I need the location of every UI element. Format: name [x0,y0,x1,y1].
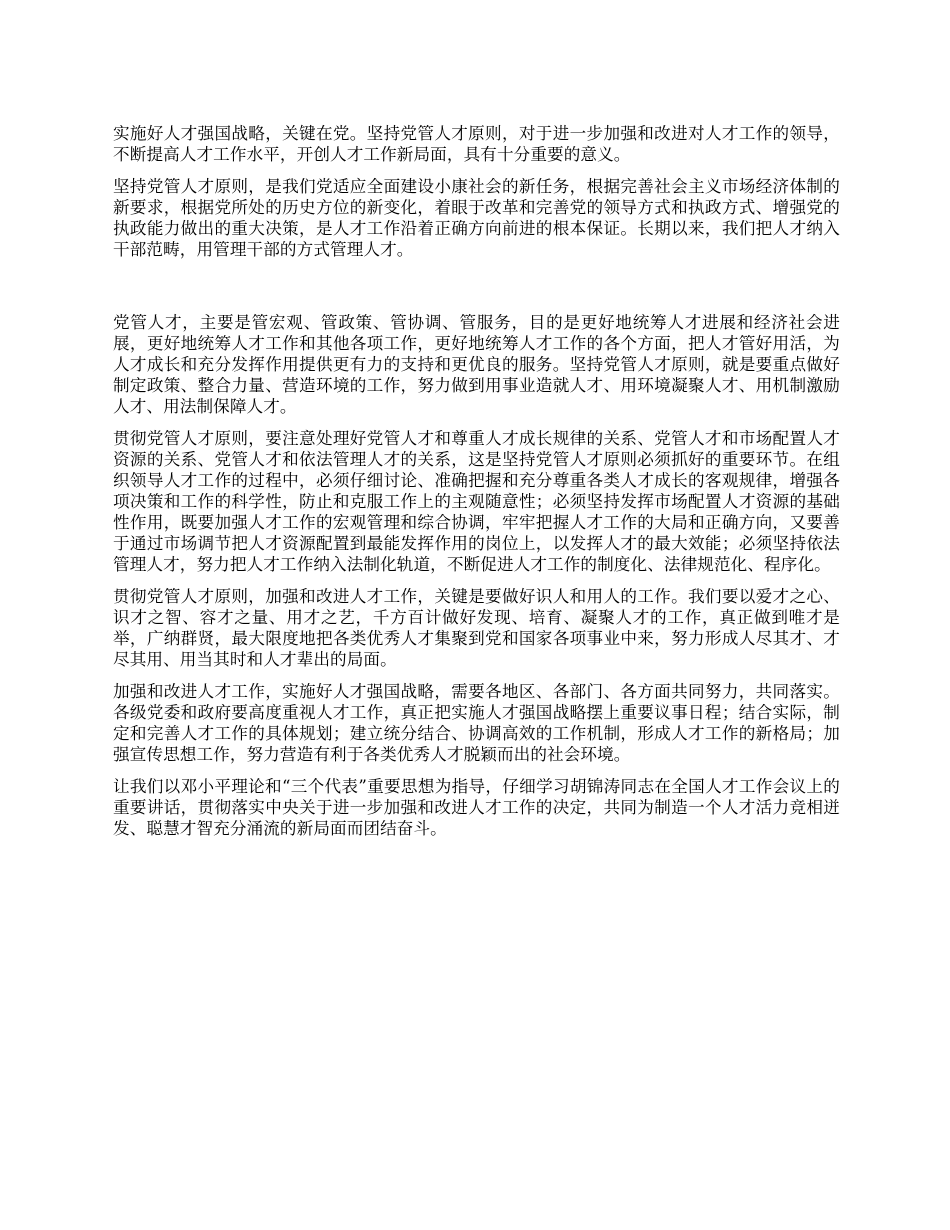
paragraph-conclusion: 让我们以邓小平理论和“三个代表”重要思想为指导，仔细学习胡锦涛同志在全国人才工作会议上的重要讲话，贯彻落实中央关于进一步加强和改进人才工作的决定，共同为制造一个人才活力竞相迸发、聪慧才智充分涌流的新局面而团结奋斗。 [113,777,840,838]
paragraph-talent-use: 贯彻党管人才原则，加强和改进人才工作，关键是要做好识人和用人的工作。我们要以爱才之心、识才之智、容才之量、用才之艺，千方百计做好发现、培育、凝聚人才的工作，真正做到唯才是举，广纳群贤，最大限度地把各类优秀人才集聚到党和国家各项事业中来，努力形成人尽其才、才尽其用、用当其时和人才辈出的局面。 [113,587,840,669]
paragraph-intro: 实施好人才强国战略，关键在党。坚持党管人才原则，对于进一步加强和改进对人才工作的领导，不断提高人才工作水平，开创人才工作新局面，具有十分重要的意义。 [113,124,840,164]
paragraph-relationships: 贯彻党管人才原则，要注意处理好党管人才和尊重人才成长规律的关系、党管人才和市场配置人才资源的关系、党管人才和依法管理人才的关系，这是坚持党管人才原则必须抓好的重要环节。在组织领导人才工作的过程中，必须仔细讨论、准确把握和充分尊重各类人才成长的客观规律，增强各项决策和工作的科学性，防止和克服工作上的主观随意性；必须坚持发挥市场配置人才资源的基础性作用，既要加强人才工作的宏观管理和综合协调，牢牢把握人才工作的大局和正确方向，又要善于通过市场调节把人才资源配置到最能发挥作用的岗位上，以发挥人才的最大效能；必须坚持依法管理人才，努力把人才工作纳入法制化轨道，不断促进人才工作的制度化、法律规范化、程序化。 [113,429,840,574]
paragraph-principle: 坚持党管人才原则，是我们党适应全面建设小康社会的新任务，根据完善社会主义市场经济体制的新要求，根据党所处的历史方位的新变化，着眼于改革和完善党的领导方式和执政方式、增强党的执政能力做出的重大决策，是人才工作沿着正确方向前进的根本保证。长期以来，我们把人才纳入干部范畴，用管理干部的方式管理人才。 [113,177,840,259]
paragraph-implementation: 加强和改进人才工作，实施好人才强国战略，需要各地区、各部门、各方面共同努力，共同落实。各级党委和政府要高度重视人才工作，真正把实施人才强国战略摆上重要议事日程；结合实际，制定和完善人才工作的具体规划；建立统分结合、协调高效的工作机制，形成人才工作的新格局；加强宣传思想工作，努力营造有利于各类优秀人才脱颖而出的社会环境。 [113,682,840,764]
document-body [113,123,840,839]
paragraph-party-management: 党管人才，主要是管宏观、管政策、管协调、管服务，目的是更好地统筹人才进展和经济社会进展，更好地统筹人才工作和其他各项工作，更好地统筹人才工作的各个方面，把人才管好用活，为人才成长和充分发挥作用提供更有力的支持和更优良的服务。坚持党管人才原则，就是要重点做好制定政策、整合力量、营造环境的工作，努力做到用事业造就人才、用环境凝聚人才、用机制激励人才、用法制保障人才。 [113,313,840,416]
